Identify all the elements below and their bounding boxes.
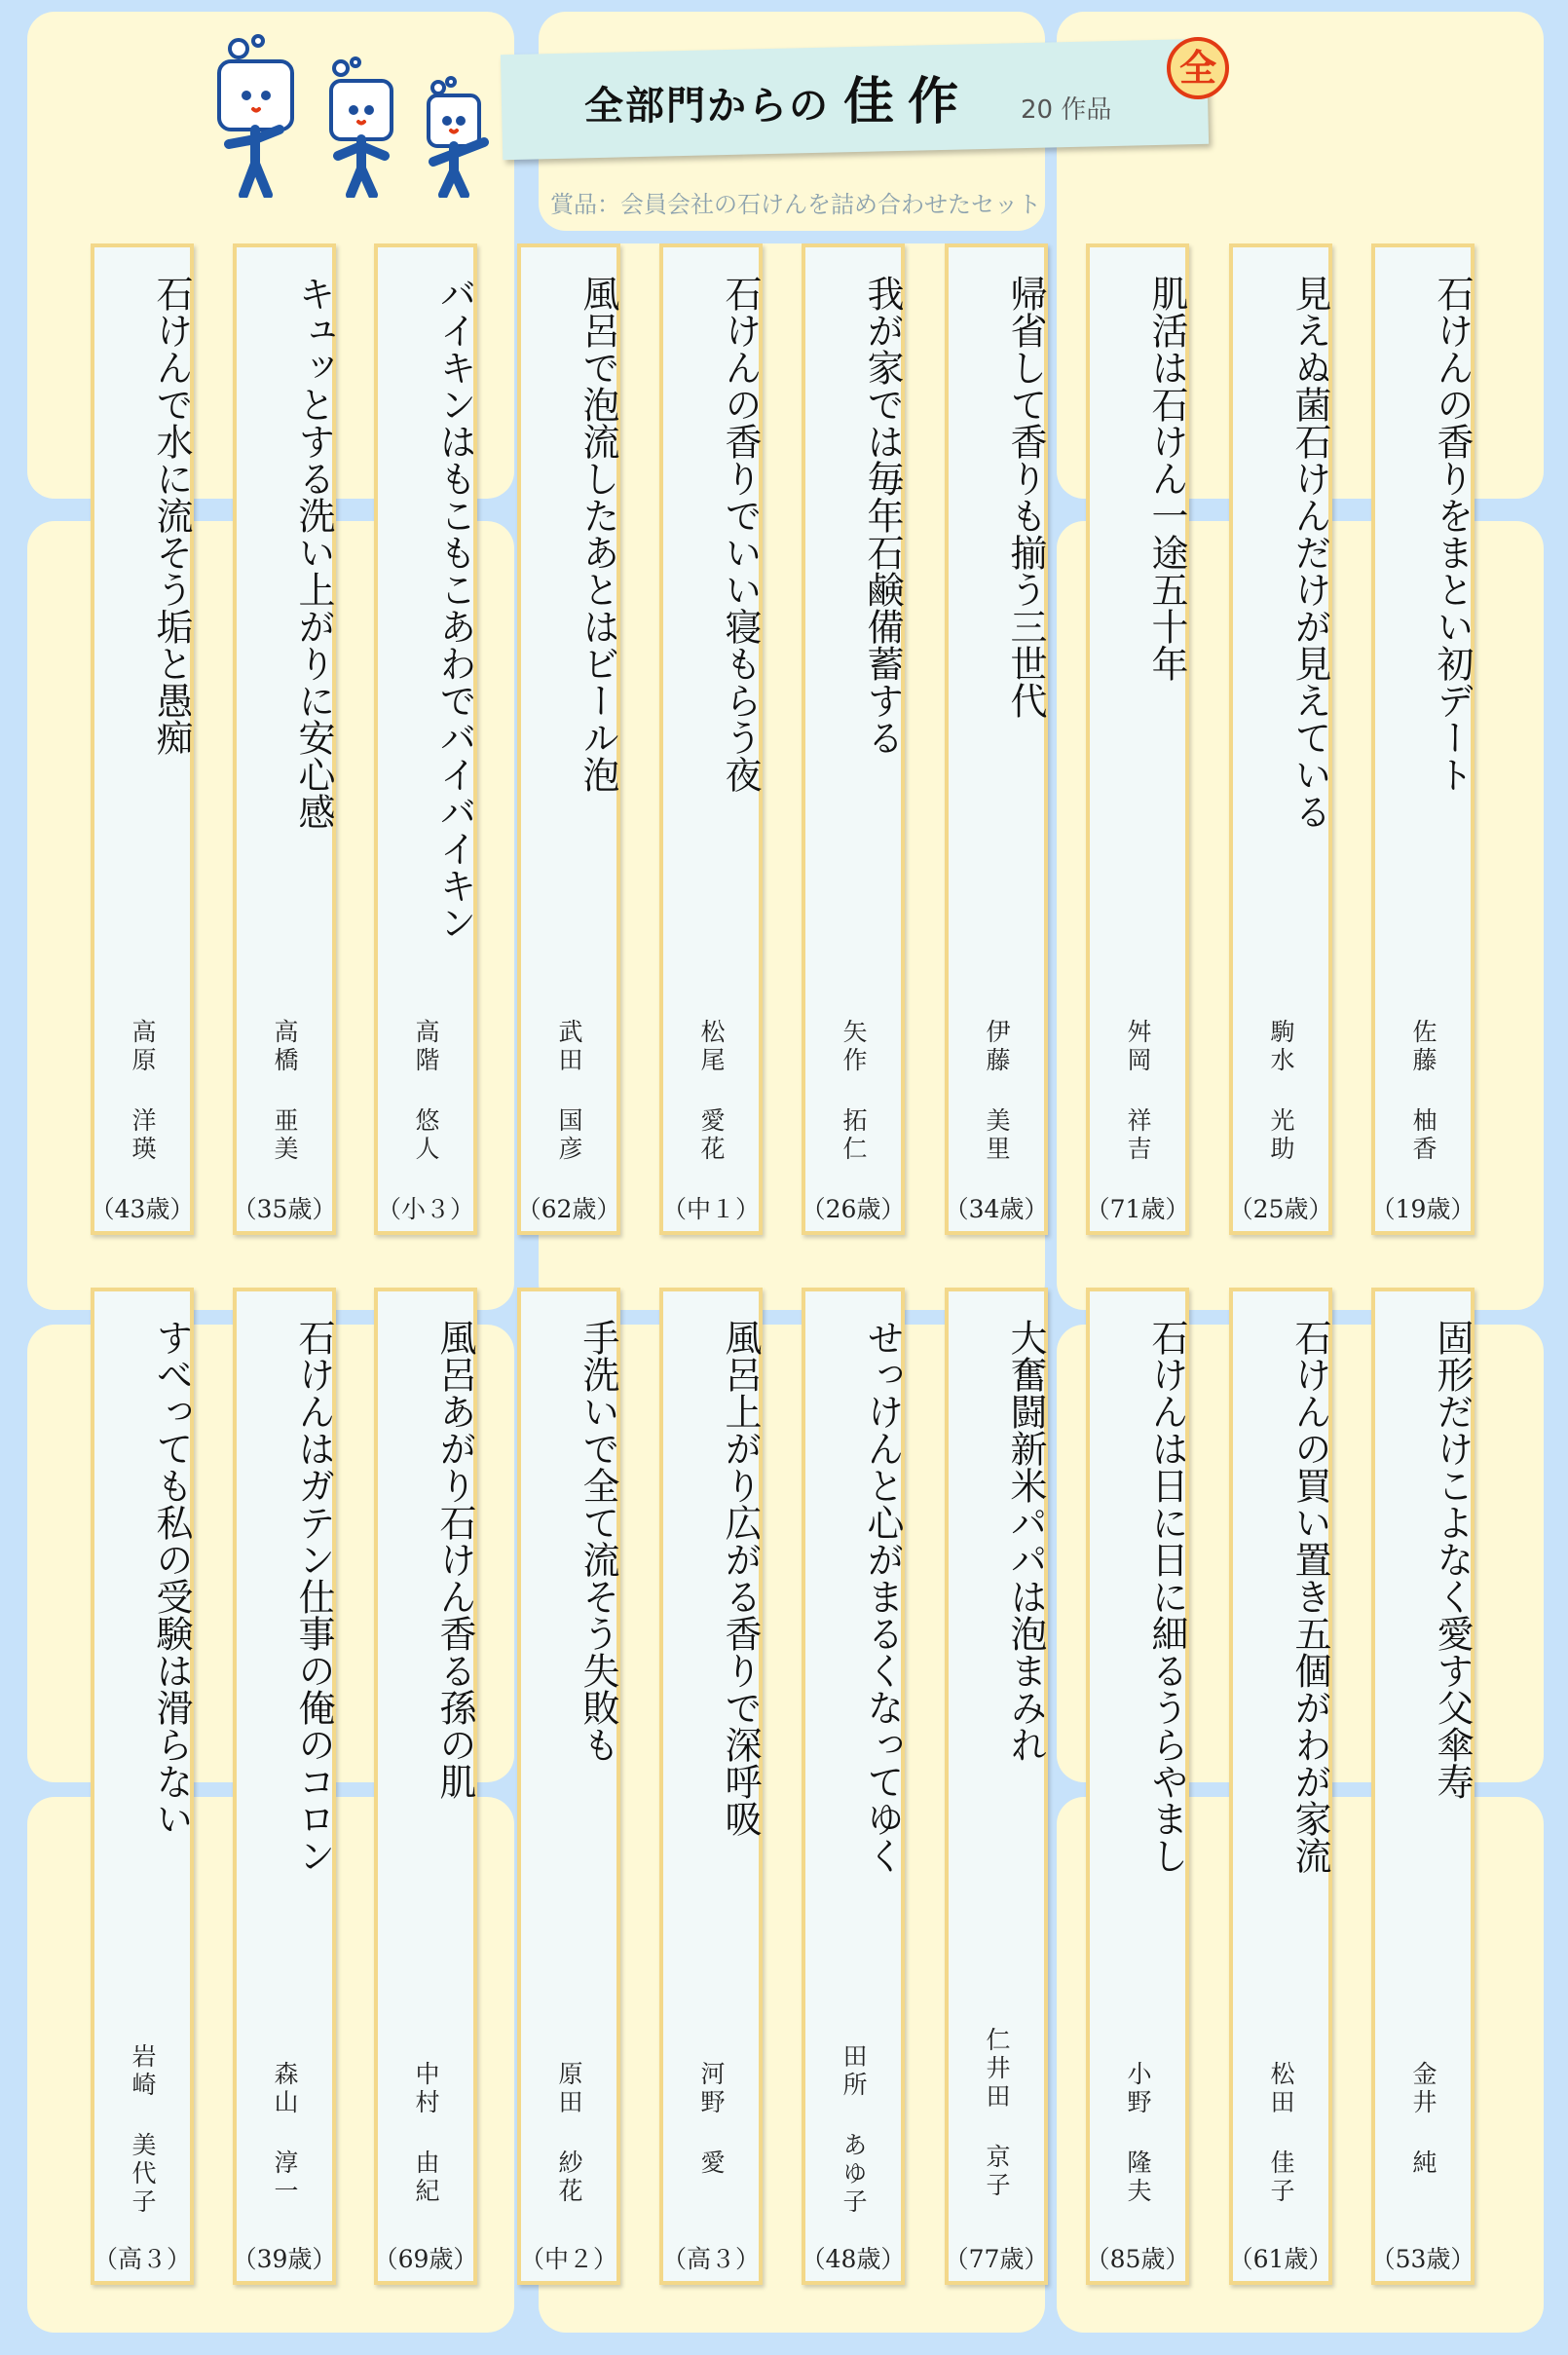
author-age: （高３）: [93, 2245, 191, 2273]
entry-card: [945, 1288, 1048, 2285]
entry-card: [374, 1288, 477, 2285]
poem-text: 帰省して香りも揃う三世代: [1004, 275, 1047, 719]
title-emphasis: 佳作: [843, 73, 973, 131]
poem-text: キュッとする洗い上がりに安心感: [292, 275, 335, 830]
author-age: （85歳）: [1085, 2245, 1190, 2273]
author-name: 田所 あゆ子: [840, 2043, 868, 2217]
author-name: 武田 国彦: [555, 1019, 583, 1164]
author-age: （中１）: [661, 1195, 760, 1223]
author-age: （48歳）: [801, 2245, 906, 2273]
author-name: 佐藤 柚香: [1409, 1019, 1437, 1164]
entry-card: [1371, 1288, 1475, 2285]
poem-text: 大奮闘新米パパは泡まみれ: [1004, 1319, 1047, 1763]
poem-text: 見えぬ菌石けんだけが見えている: [1288, 275, 1331, 830]
poem-text: 肌活は石けん一途五十年: [1145, 275, 1188, 682]
author-name: 原田 紗花: [555, 2061, 583, 2206]
author-name: 舛岡 祥吉: [1124, 1019, 1152, 1164]
title-text: 全部門からの: [584, 84, 830, 129]
poem-text: 石けんの香りでいい寝もらう夜: [719, 275, 762, 793]
entry-card: [1086, 243, 1189, 1235]
author-age: （中２）: [519, 2245, 617, 2273]
entry-card: [802, 243, 905, 1235]
entry-card: [659, 1288, 763, 2285]
author-age: （小３）: [376, 1195, 474, 1223]
entry-card: [233, 243, 336, 1235]
entry-card: [1229, 1288, 1332, 2285]
poem-text: 石けんは日に日に細るうらやまし: [1145, 1319, 1188, 1874]
poem-text: 石けんで水に流そう垢と愚痴: [150, 275, 193, 756]
author-name: 矢作 拓仁: [840, 1019, 868, 1164]
entry-card: [659, 243, 763, 1235]
entry-card: [1371, 243, 1475, 1235]
author-age: （62歳）: [516, 1195, 621, 1223]
author-name: 松尾 愛花: [697, 1019, 726, 1164]
author-age: （25歳）: [1228, 1195, 1333, 1223]
author-name: 高原 洋瑛: [129, 1019, 157, 1164]
entry-card: [233, 1288, 336, 2285]
author-age: （19歳）: [1370, 1195, 1475, 1223]
poem-text: 石けんの香りをまとい初デート: [1431, 275, 1474, 793]
entry-card: [517, 243, 620, 1235]
author-name: 小野 隆夫: [1124, 2061, 1152, 2206]
poem-text: 風呂あがり石けん香る孫の肌: [433, 1319, 476, 1800]
entry-card: [91, 1288, 194, 2285]
author-age: （高３）: [661, 2245, 760, 2273]
poem-text: 我が家では毎年石鹸備蓄する: [861, 275, 904, 756]
entry-card: [802, 1288, 905, 2285]
author-age: （53歳）: [1370, 2245, 1475, 2273]
poem-text: バイキンはもこもこあわでバイバイキン: [433, 275, 476, 941]
poem-text: 風呂上がり広がる香りで深呼吸: [719, 1319, 762, 1837]
poem-text: すべっても私の受験は滑らない: [150, 1319, 193, 1837]
author-age: （35歳）: [232, 1195, 337, 1223]
author-name: 高階 悠人: [412, 1019, 440, 1164]
poem-text: せっけんと心がまるくなってゆく: [861, 1319, 904, 1874]
author-age: （34歳）: [944, 1195, 1049, 1223]
author-name: 松田 佳子: [1267, 2061, 1295, 2206]
author-name: 金井 純: [1409, 2061, 1437, 2178]
author-age: （69歳）: [373, 2245, 478, 2273]
author-name: 高橋 亜美: [271, 1019, 299, 1164]
entry-card: [945, 243, 1048, 1235]
author-age: （77歳）: [944, 2245, 1049, 2273]
author-age: （26歳）: [801, 1195, 906, 1223]
poem-text: 石けんの買い置き五個がわが家流: [1288, 1319, 1331, 1874]
author-name: 河野 愛: [697, 2061, 726, 2178]
author-age: （39歳）: [232, 2245, 337, 2273]
author-name: 森山 淳一: [271, 2061, 299, 2206]
author-age: （71歳）: [1085, 1195, 1190, 1223]
author-age: （61歳）: [1228, 2245, 1333, 2273]
poem-text: 石けんはガテン仕事の俺のコロン: [292, 1319, 335, 1874]
poem-text: 手洗いで全て流そう失敗も: [577, 1319, 619, 1763]
entry-card: [91, 243, 194, 1235]
author-name: 中村 由紀: [412, 2061, 440, 2206]
author-age: （43歳）: [90, 1195, 195, 1223]
author-name: 伊藤 美里: [983, 1019, 1011, 1164]
poem-text: 風呂で泡流したあとはビール泡: [577, 275, 619, 793]
entry-count: 20 作品: [1021, 95, 1112, 125]
author-name: 駒水 光助: [1267, 1019, 1295, 1164]
prize-text: 賞品：会員会社の石けんを詰め合わせたセット: [550, 191, 1041, 218]
page-title: [584, 60, 972, 133]
soap-mascots-icon: [200, 27, 521, 198]
entry-card: [1229, 243, 1332, 1235]
entry-card: [1086, 1288, 1189, 2285]
all-category-badge: 全: [1167, 37, 1229, 99]
entry-card: [374, 243, 477, 1235]
entry-card: [517, 1288, 620, 2285]
author-name: 仁井田 京子: [983, 2027, 1011, 2200]
poem-text: 固形だけこよなく愛す父傘寿: [1431, 1319, 1474, 1800]
author-name: 岩崎 美代子: [129, 2043, 157, 2217]
